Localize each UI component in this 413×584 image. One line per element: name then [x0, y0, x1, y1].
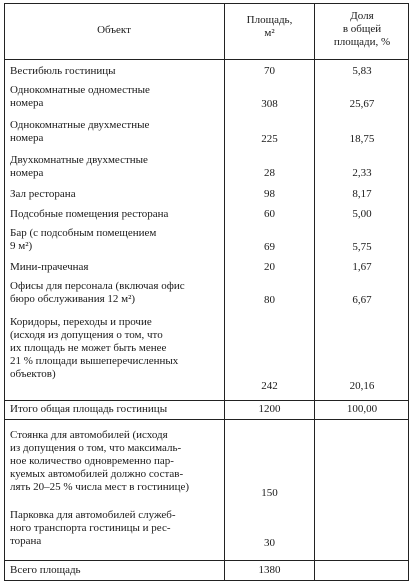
row-name: Двухкомнатные двухместные номера: [10, 154, 148, 179]
row-share: 18,75: [349, 133, 375, 145]
row-name: Бар (с подсобным помещением 9 м²): [10, 227, 157, 252]
row-area: 308: [261, 98, 278, 110]
row-area: 80: [264, 294, 275, 306]
row-name: Зал ресторана: [10, 188, 76, 200]
row-area: 70: [264, 65, 275, 77]
header-share: Доля в общей площади, %: [333, 10, 391, 48]
row-area: 28: [264, 167, 275, 179]
row-area: 225: [261, 133, 278, 145]
row-share: 2,33: [352, 167, 372, 179]
row-name: Однокомнатные одноместные номера: [10, 84, 150, 109]
grand-total-name: Всего площадь: [10, 564, 81, 576]
grand-total-rule: [4, 560, 409, 561]
row-share: 5,83: [352, 65, 372, 77]
row-share: 6,67: [352, 294, 372, 306]
row-area: 69: [264, 241, 275, 253]
row-name: Парковка для автомобилей служеб- ного транспорта гостиницы и рес- торана: [10, 509, 176, 547]
row-name: Однокомнатные двухместные номера: [10, 119, 150, 144]
row-share: 25,67: [349, 98, 375, 110]
total-hotel-name: Итого общая площадь гостиницы: [10, 403, 168, 415]
row-share: 5,00: [352, 208, 372, 220]
row-area: 60: [264, 208, 275, 220]
row-name: Офисы для персонала (включая офис бюро обслуживания 12 м²): [10, 280, 185, 305]
row-name: Стоянка для автомобилей (исходя из допущения о том, что максималь- ное количество одновременно пар- куемых автомобилей должно состав- лять 20–25 % числа мест в гостинице): [10, 429, 190, 493]
total-hotel-share: 100,00: [346, 403, 378, 415]
column-divider: [314, 3, 315, 581]
row-name: Мини-прачечная: [10, 261, 89, 273]
row-share: 8,17: [352, 188, 372, 200]
total-rule-bottom: [4, 419, 409, 420]
total-hotel-area: 1200: [258, 403, 281, 415]
row-share: 1,67: [352, 261, 372, 273]
row-name: Коридоры, переходы и прочие (исходя из допущения о том, что их площадь не может быть менее 21 % площади вышеперечисленных объектов): [10, 316, 179, 380]
grand-total-area: 1380: [258, 564, 281, 576]
header-object: Объект: [97, 24, 131, 36]
row-area: 98: [264, 188, 275, 200]
header-area: Площадь, м²: [246, 14, 293, 39]
row-name: Вестибюль гостиницы: [10, 65, 116, 77]
row-name: Подсобные помещения ресторана: [10, 208, 169, 220]
header-rule: [4, 59, 409, 60]
row-area: 150: [261, 487, 278, 499]
row-share: 5,75: [352, 241, 372, 253]
total-rule-top: [4, 400, 409, 401]
row-area: 30: [264, 537, 275, 549]
row-area: 242: [261, 380, 278, 392]
row-area: 20: [264, 261, 275, 273]
row-share: 20,16: [349, 380, 375, 392]
